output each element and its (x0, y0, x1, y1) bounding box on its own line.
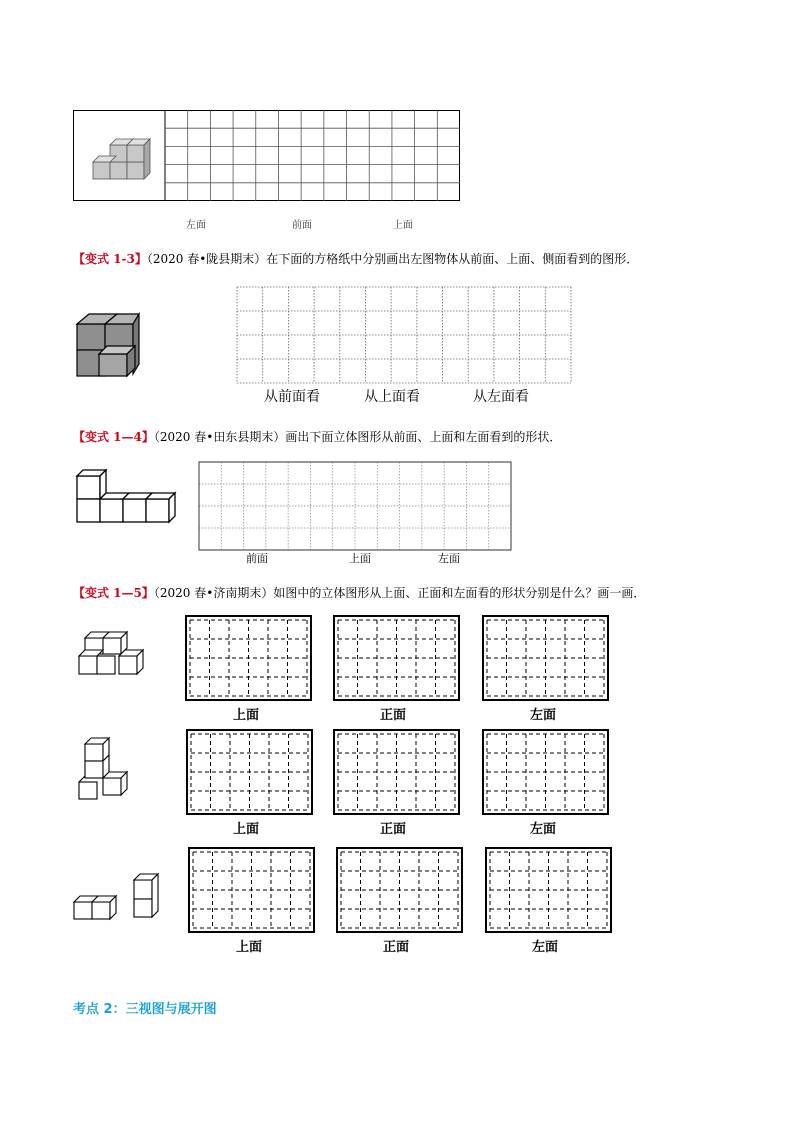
grid-border (334, 730, 459, 814)
q15-row2-label-front: 正面 (380, 822, 407, 837)
q13-tag: 【变式 1-3】 (73, 252, 147, 266)
q15-grid-box (486, 848, 611, 932)
q15-grid-box (337, 848, 462, 932)
q15-row3-cube-figure (72, 870, 164, 924)
block1-label-top: 上面 (393, 220, 413, 231)
q14-label-top: 上面 (349, 552, 371, 565)
q15-row1-label-left: 左面 (530, 708, 557, 723)
block1-figure (73, 110, 463, 202)
q14-label-left: 左面 (438, 552, 460, 565)
grid-border (189, 848, 314, 932)
grid-border (187, 730, 312, 814)
q15-row1-cube-figure (77, 630, 147, 680)
grid-border (334, 616, 459, 700)
grid-border (186, 616, 311, 700)
q15-grid-box (189, 848, 314, 932)
grid-border (486, 848, 611, 932)
q15-row1-label-top: 上面 (233, 708, 260, 723)
q15-question (73, 584, 645, 601)
grid-border (483, 616, 608, 700)
q15-grid-box (186, 616, 311, 700)
q15-row2-label-left: 左面 (530, 822, 557, 837)
grid-border (483, 730, 608, 814)
section2-title: 考点 2：三视图与展开图 (73, 1002, 217, 1017)
q13-label-front: 从前面看 (264, 389, 320, 405)
q15-row2-label-top: 上面 (233, 822, 260, 837)
q13-text: （2020 春•陇县期末）在下面的方格纸中分别画出左图物体从前面、上面、侧面看到的图形． (146, 252, 639, 266)
q15-row3-label-top: 上面 (236, 940, 263, 955)
q15-grid-box (334, 730, 459, 814)
q13-grid (236, 286, 572, 384)
q15-grid-box (483, 730, 608, 814)
q15-grid-box (187, 730, 312, 814)
q14-text: （2020 春•田东县期末）画出下面立体图形从前面、上面和左面看到的形状． (153, 430, 562, 444)
q14-cube-figure (75, 466, 179, 526)
block1-label-front: 前面 (292, 220, 312, 231)
grid-border (337, 848, 462, 932)
q13-label-left: 从左面看 (473, 389, 529, 405)
q15-grid-box (483, 616, 608, 700)
q13-question (73, 250, 638, 267)
q15-row2-cube-figure (77, 736, 137, 802)
q15-row3-label-front: 正面 (383, 940, 410, 955)
q15-row3-label-left: 左面 (532, 940, 559, 955)
q14-grid (198, 461, 512, 551)
q13-label-top: 从上面看 (364, 389, 420, 405)
q15-row1-label-front: 正面 (380, 708, 407, 723)
q14-tag: 【变式 1—4】 (73, 430, 154, 444)
q15-grid-box (334, 616, 459, 700)
q14-label-front: 前面 (246, 552, 268, 565)
q15-tag: 【变式 1—5】 (73, 586, 154, 600)
q13-cube-figure (75, 312, 145, 378)
q15-text: （2020 春•济南期末）如图中的立体图形从上面、正面和左面看的形状分别是什么？画一画． (153, 586, 646, 600)
block1-label-left: 左面 (186, 220, 206, 231)
q14-question (73, 428, 561, 445)
